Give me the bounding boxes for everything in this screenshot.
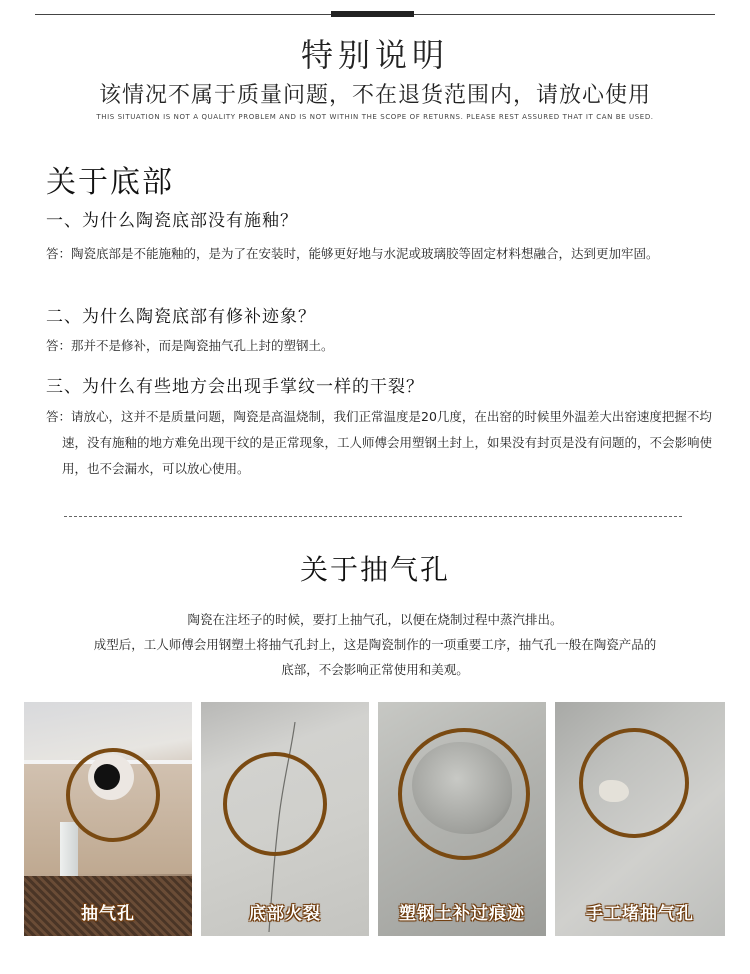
faq-question-2: 二、为什么陶瓷底部有修补迹象？: [46, 307, 316, 327]
highlight-circle-icon: [223, 752, 327, 856]
faq-answer-1: 答：陶瓷底部是不能施釉的，是为了在安装时，能够更好地与水泥或玻璃胶等固定材料想融合，达到更加牢固。: [46, 246, 659, 261]
highlight-circle-icon: [66, 748, 160, 842]
photo-gallery: [24, 702, 725, 936]
faq-question-3: 三、为什么有些地方会出现手掌纹一样的干裂？: [46, 377, 424, 397]
notice-subtitle-en: THIS SITUATION IS NOT A QUALITY PROBLEM AND IS NOT WITHIN THE SCOPE OF RETURNS. PLEASE REST ASSURED THAT IT CAN BE USED.: [96, 113, 654, 121]
vent-description-line-2: 成型后，工人师傅会用钢塑土将抽气孔封上，这是陶瓷制作的一项重要工序，抽气孔一般在陶瓷产品的: [93, 637, 657, 652]
section-divider: [64, 516, 682, 517]
highlight-circle-icon: [579, 728, 689, 838]
vent-description-line-3: 底部，不会影响正常使用和美观。: [281, 662, 469, 677]
photo-caption: 塑钢土补过痕迹: [399, 904, 525, 924]
vent-description-line-1: 陶瓷在注坯子的时候，要打上抽气孔，以便在烧制过程中蒸汽排出。: [187, 612, 563, 627]
notice-title: 特别说明: [300, 36, 449, 74]
faq-answer-3: 答：请放心，这并不是质量问题，陶瓷是高温烧制，我们正常温度是20几度，在出窑的时候里外温差大出窑速度把握不均速，没有施釉的地方难免出现干纹的是正常现象，工人师傅会用塑钢土封上，如果没有封页是没有问题的，不会影响使用，也不会漏水，可以放心使用。: [46, 409, 713, 476]
photo-caption: 底部火裂: [249, 904, 321, 924]
photo-caption: 手工堵抽气孔: [586, 904, 694, 924]
photo-hand-sealed-vent: [555, 702, 725, 936]
photo-putty-repair: [378, 702, 546, 936]
faq-question-1: 一、为什么陶瓷底部没有施釉？: [46, 211, 298, 231]
highlight-circle-icon: [398, 728, 530, 860]
photo-bottom-crack: [201, 702, 369, 936]
vent-section-title: 关于抽气孔: [299, 553, 450, 586]
faq-answer-2: 答：那并不是修补，而是陶瓷抽气孔上封的塑钢土。: [46, 338, 334, 353]
photo-caption: 抽气孔: [81, 904, 135, 924]
top-divider-accent: [331, 11, 414, 17]
photo-vent-hole: [24, 702, 192, 936]
notice-subtitle: 该情况不属于质量问题，不在退货范围内，请放心使用: [98, 83, 651, 108]
bottom-section-title: 关于底部: [46, 165, 174, 200]
